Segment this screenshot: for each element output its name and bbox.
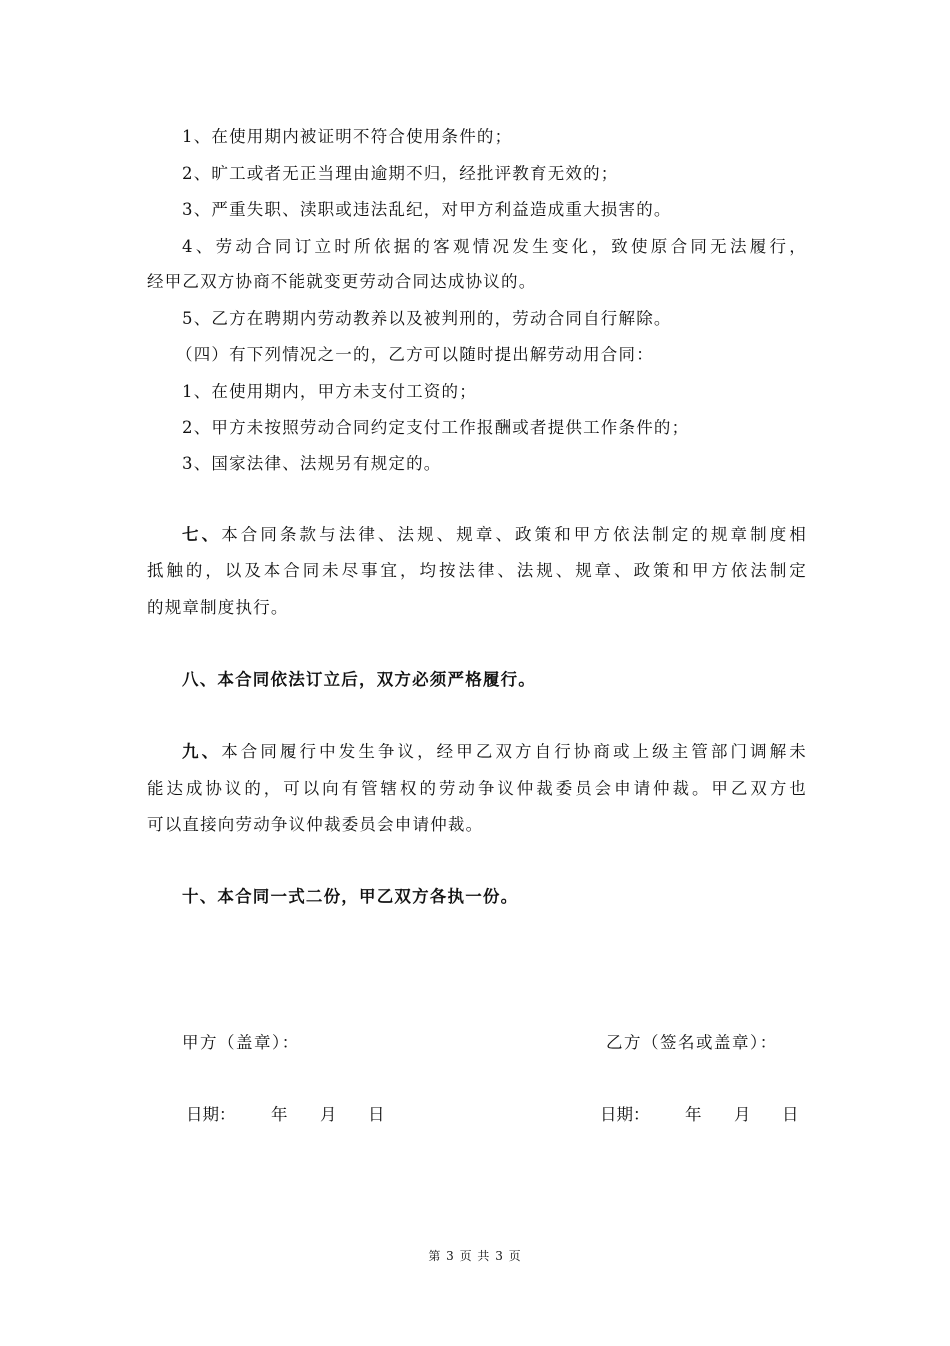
party-a-seal-label: 甲方（盖章）： [182, 1033, 300, 1052]
section-4-intro: （四）有下列情况之一的，乙方可以随时提出解劳动用合同： [176, 345, 654, 364]
clause-9-line-2: 能达成协议的，可以向有管辖权的劳动争议仲裁委员会申请仲裁。甲乙双方也 [147, 779, 807, 798]
resign-item-1: 1、在使用期内，甲方未支付工资的； [182, 382, 477, 401]
page-number: 第 3 页 共 3 页 [428, 1249, 522, 1263]
clause-9-line-1 [182, 741, 807, 763]
date-month: 月 [734, 1105, 751, 1124]
date-month: 月 [320, 1105, 337, 1124]
dismiss-item-2: 2、旷工或者无正当理由逾期不归，经批评教育无效的； [182, 164, 619, 183]
clause-7-heading: 七、 [182, 525, 222, 544]
clause-7-text: 本合同条款与法律、法规、规章、政策和甲方依法制定的规章制度相 [221, 525, 808, 544]
resign-item-2: 2、甲方未按照劳动合同约定支付工作报酬或者提供工作条件的； [182, 418, 690, 437]
date-year: 年 [685, 1105, 702, 1124]
clause-9-line-3: 可以直接向劳动争议仲裁委员会申请仲裁。 [147, 815, 484, 834]
dismiss-item-4-line-1: 4、劳动合同订立时所依据的客观情况发生变化，致使原合同无法履行， [182, 237, 807, 256]
date-day: 日 [782, 1105, 799, 1124]
date-label: 日期： [186, 1105, 236, 1124]
dismiss-item-3: 3、严重失职、渎职或违法乱纪，对甲方利益造成重大损害的。 [182, 200, 672, 219]
dismiss-item-4-line-2: 经甲乙双方协商不能就变更劳动合同达成协议的。 [147, 272, 537, 291]
dismiss-item-5: 5、乙方在聘期内劳动教养以及被判刑的，劳动合同自行解除。 [182, 309, 672, 328]
date-label: 日期： [600, 1105, 650, 1124]
resign-item-3: 3、国家法律、法规另有规定的。 [182, 454, 442, 473]
clause-10: 十、本合同一式二份，甲乙双方各执一份。 [182, 887, 519, 906]
clause-9-heading: 九、 [182, 742, 222, 761]
date-day: 日 [368, 1105, 385, 1124]
date-year: 年 [271, 1105, 288, 1124]
clause-8: 八、本合同依法订立后，双方必须严格履行。 [182, 670, 536, 689]
party-b-sign-label: 乙方（签名或盖章）： [606, 1033, 778, 1052]
clause-7-line-2: 抵触的，以及本合同未尽事宜，均按法律、法规、规章、政策和甲方依法制定 [147, 561, 807, 580]
clause-7-line-3: 的规章制度执行。 [147, 598, 289, 617]
clause-9-text: 本合同履行中发生争议，经甲乙双方自行协商或上级主管部门调解未 [221, 742, 808, 761]
clause-7-line-1 [182, 524, 807, 546]
dismiss-item-1: 1、在使用期内被证明不符合使用条件的； [182, 127, 513, 146]
